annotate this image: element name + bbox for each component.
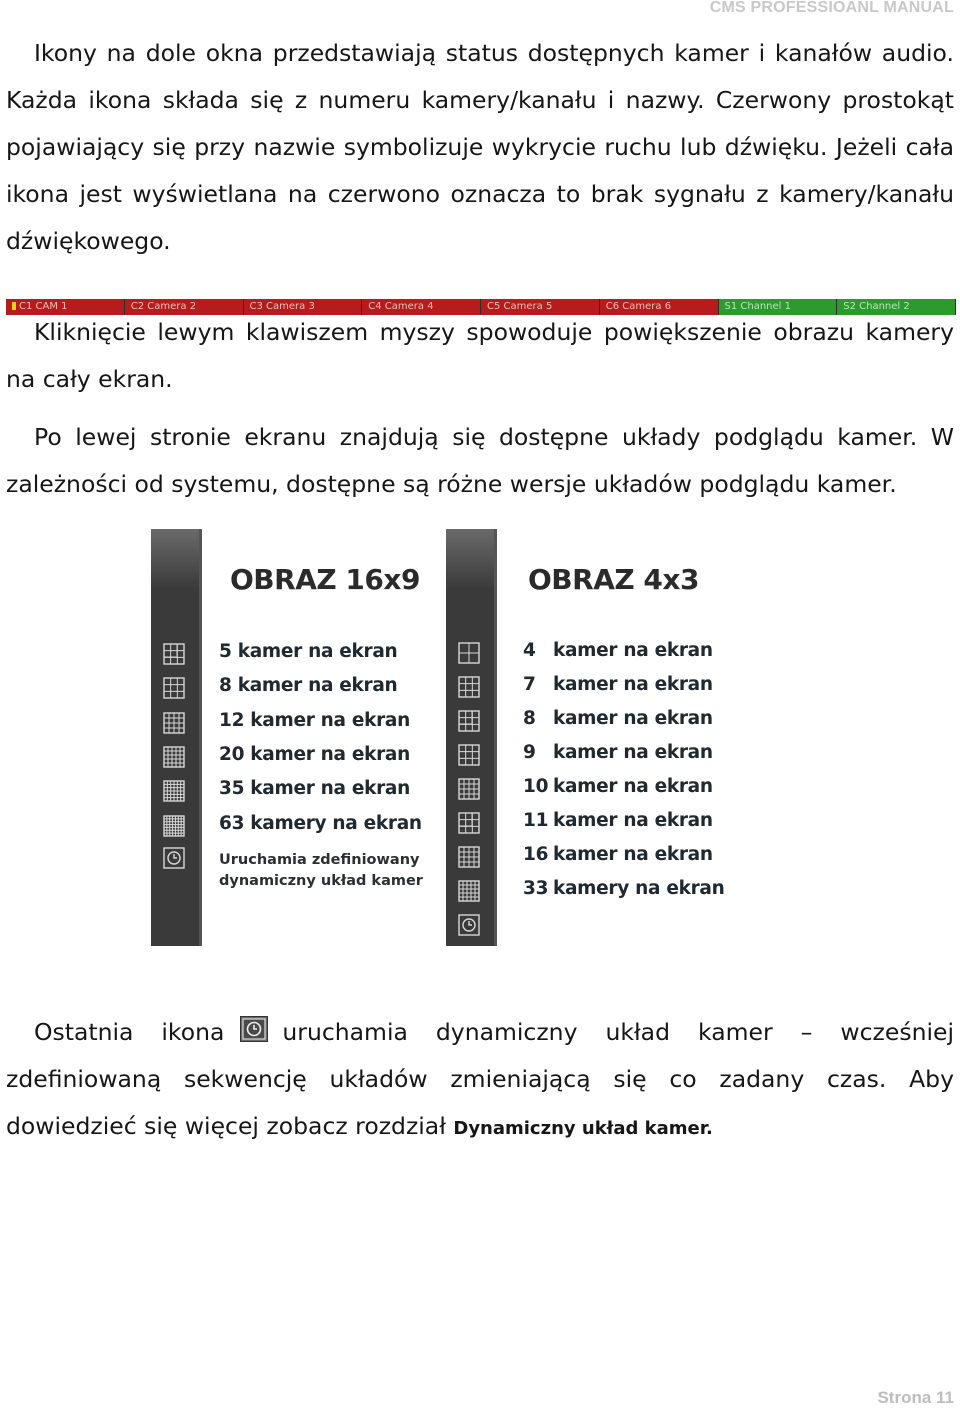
camera-status-label: C6 Camera 6: [605, 301, 672, 312]
layout-16-icon[interactable]: [458, 846, 480, 868]
layout-8-icon[interactable]: [458, 710, 480, 732]
layout-option[interactable]: [523, 844, 713, 865]
layout-option-label: kamer na ekran: [553, 640, 713, 661]
camera-status-label: C2 Camera 2: [130, 301, 197, 312]
layout-sidebar: [446, 529, 497, 946]
paragraph-text: uruchamia dynamiczny układ kamer – wcześniej zdefiniowaną sekwencję układów zmieniającą się co zadany czas. Aby dowiedzieć się więcej zobacz rozdział: [6, 1018, 954, 1140]
layout-option-label: 63 kamery na ekran: [219, 812, 422, 834]
clock-layout-icon: [240, 1016, 268, 1042]
layout-camera-count: 9: [523, 742, 536, 763]
paragraph-text: Ostatnia ikona: [34, 1018, 225, 1046]
layout-option[interactable]: [219, 675, 397, 696]
page-number: Strona 11: [877, 1388, 954, 1407]
layout-35-icon[interactable]: [163, 780, 185, 802]
layout-option[interactable]: [523, 878, 724, 899]
clock-layout-icon[interactable]: [163, 847, 185, 869]
camera-status-label: C1 CAM 1: [19, 301, 68, 312]
camera-status-label: S2 Channel 2: [843, 301, 910, 312]
layout-panel-16x9: [151, 529, 441, 946]
layout-option-label: 12 kamer na ekran: [219, 709, 410, 731]
layout-63-icon[interactable]: [163, 815, 185, 837]
layout-option[interactable]: [523, 674, 713, 695]
panel-title: OBRAZ 16x9: [230, 563, 420, 596]
layout-9-icon[interactable]: [458, 744, 480, 766]
layout-option-label: 20 kamer na ekran: [219, 743, 410, 765]
layout-camera-count: 10: [523, 776, 549, 797]
paragraph-text: Kliknięcie lewym klawiszem myszy spowoduje powiększenie obrazu kamery na cały ekran.: [6, 318, 954, 393]
layout-8-icon[interactable]: [163, 677, 185, 699]
chapter-reference-link[interactable]: Dynamiczny układ kamer.: [453, 1118, 713, 1139]
document-header: CMS PROFESSIOANL MANUAL: [709, 0, 954, 16]
layout-camera-count: 11: [523, 810, 549, 831]
layout-12-icon[interactable]: [163, 712, 185, 734]
layout-option[interactable]: [523, 810, 713, 831]
layout-option-label: kamer na ekran: [553, 708, 713, 729]
layout-option-label: 8 kamer na ekran: [219, 675, 398, 697]
layout-option-label: kamer na ekran: [553, 810, 713, 831]
layout-7-icon[interactable]: [458, 676, 480, 698]
paragraph-dynamic-layout: [6, 1009, 954, 1152]
layout-option-label: kamer na ekran: [553, 742, 713, 763]
paragraph-fullscreen: [6, 309, 954, 403]
camera-status-label: C3 Camera 3: [249, 301, 315, 312]
layout-5-icon[interactable]: [163, 643, 185, 665]
paragraph-text: Ikony na dole okna przedstawiają status dostępnych kamer i kanałów audio. Każda ikona składa się z numeru kamery/kanału i nazwy. Czerwony prostokąt pojawiający się przy nazwie symbolizuje wykrycie ruchu lub dźwięku. Jeżeli cała ikona jest wyświetlana na czerwono oznacza to brak sygnału z kamery/kanału dźwiękowego.: [6, 39, 954, 255]
layout-camera-count: 7: [523, 674, 536, 695]
layout-camera-count: 33: [523, 878, 549, 899]
layout-option[interactable]: [219, 813, 422, 834]
layout-option-label: 5 kamer na ekran: [219, 641, 398, 662]
layout-option-label: kamer na ekran: [553, 844, 713, 865]
layout-option-label: kamer na ekran: [553, 776, 713, 797]
camera-status-label: S1 Channel 1: [724, 301, 791, 312]
layout-option[interactable]: [523, 776, 713, 797]
layout-sidebar: [151, 529, 202, 946]
paragraph-text: Po lewej stronie ekranu znajdują się dostępne układy podglądu kamer. W zależności od systemu, dostępne są różne wersje układów podglądu kamer.: [6, 423, 954, 498]
clock-layout-icon[interactable]: [458, 914, 480, 936]
layout-camera-count: 4: [523, 640, 536, 661]
layout-4-icon[interactable]: [458, 642, 480, 664]
layout-option[interactable]: [219, 744, 410, 765]
paragraph-layouts: [6, 414, 954, 508]
layout-option[interactable]: [523, 708, 713, 729]
note-line: dynamiczny układ kamer: [219, 873, 423, 889]
panel-title: OBRAZ 4x3: [528, 563, 699, 596]
layout-option[interactable]: [219, 710, 410, 731]
layout-option-label: kamery na ekran: [553, 878, 725, 899]
layout-10-icon[interactable]: [458, 778, 480, 800]
layout-option[interactable]: [219, 778, 410, 799]
note-line: Uruchamia zdefiniowany: [219, 852, 420, 868]
layout-33-icon[interactable]: [458, 880, 480, 902]
layout-11-icon[interactable]: [458, 812, 480, 834]
dynamic-layout-note: [219, 850, 423, 892]
layout-option[interactable]: [219, 641, 397, 662]
layout-camera-count: 16: [523, 844, 549, 865]
layout-option[interactable]: [523, 742, 713, 763]
layout-option[interactable]: [523, 640, 713, 661]
layout-panel-4x3: [446, 529, 736, 946]
layout-option-label: 35 kamer na ekran: [219, 778, 410, 800]
camera-status-label: C4 Camera 4: [368, 301, 434, 312]
layout-option-label: kamer na ekran: [553, 674, 713, 695]
layout-20-icon[interactable]: [163, 746, 185, 768]
paragraph-status-icons: [6, 30, 954, 265]
layout-camera-count: 8: [523, 708, 536, 729]
camera-status-label: C5 Camera 5: [487, 301, 553, 312]
